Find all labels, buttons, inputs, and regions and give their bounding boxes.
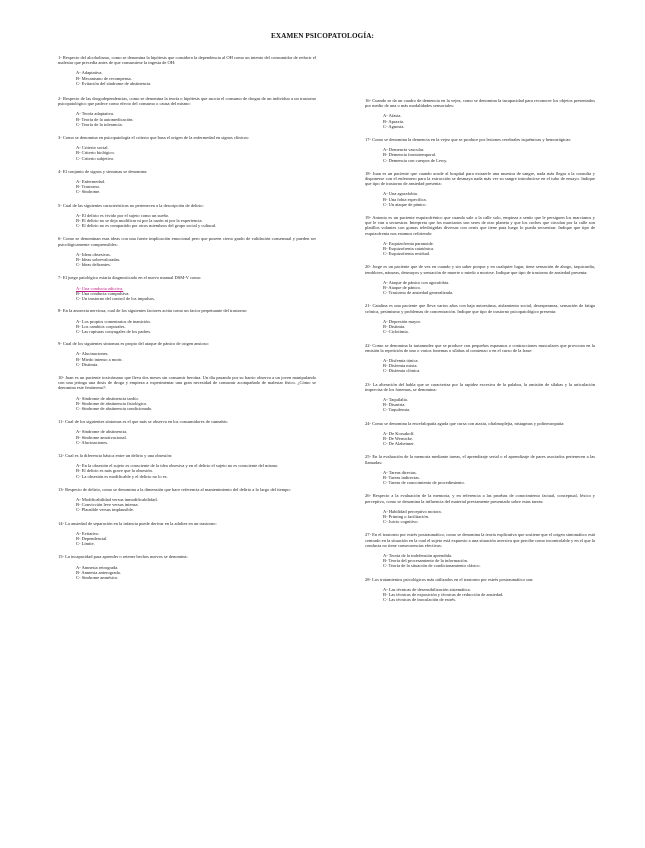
answer-option: C- Síndrome de abstinencia condicionado. xyxy=(76,405,153,411)
answer-option: B- Priming o facilitación. xyxy=(383,513,429,519)
answer-options xyxy=(58,351,316,367)
answer-option: B- De Wernicke. xyxy=(383,435,414,441)
question-q15 xyxy=(58,554,316,580)
answer-options xyxy=(58,145,316,161)
answer-options xyxy=(58,179,316,195)
answer-option: A- En la obsesión el sujeto es consciente de la idea obsesiva y en el delirio el sujeto no es consciente del mismo. xyxy=(76,463,279,469)
question-q27 xyxy=(365,532,595,568)
answer-option: B- Dependencial. xyxy=(76,535,108,541)
answer-option: B- Demencia frontotemporal. xyxy=(383,152,437,158)
answer-option: A- Alucinaciones. xyxy=(76,351,109,357)
answer-option: A- De Korsakoff. xyxy=(383,430,415,436)
question-text: 24- Como se denomina la encefalopatía aguda que cursa con ataxia, oftalmoplejia, nistagmus y polineuropatía: xyxy=(365,420,565,426)
answer-option: A- Teoría de la indefensión aprendida. xyxy=(383,552,453,558)
answer-option: C- El delirio no es compartido por otros miembros del grupo social y cultural. xyxy=(76,223,217,229)
answer-options xyxy=(58,252,316,268)
question-text: 22- Como se denomina la tartamudez que se produce con pequeños espasmos o contracciones musculares que provocan en la emisión la repetición de uno o varios fonemas o sílabas al comienzo o en el curso de la frase: xyxy=(365,342,595,353)
question-text: 14- La ansiedad de separación en la infancia puede derivar en la adultez en un trastorno: xyxy=(58,520,217,526)
exam-title: EXAMEN PSICOPATOLOGÍA: xyxy=(270,32,375,40)
question-q22 xyxy=(365,343,595,374)
answer-option: A- Enfermedad. xyxy=(76,179,105,185)
answer-option: C- Ideas delirantes. xyxy=(76,262,111,268)
question-text: 23- La alteración del habla que se caracteriza por la rapidez excesiva de la palabra, la omisión de sílabas y la articulación imprecisa de los fonemas, se denomina: xyxy=(365,381,595,392)
question-text: 8- En la anorexia nerviosa, cual de los siguientes factores actúa como un factor perpetuante del trastorno: xyxy=(58,308,248,314)
question-q4 xyxy=(58,169,316,195)
answer-option: B- Amnesia anterograda. xyxy=(76,569,121,575)
answer-option: C- Evitación del síndrome de abstinencia. xyxy=(76,80,152,86)
question-text: 28- Los tratamientos psicológicos más utilizados en el trastorno por estrés postraumático son: xyxy=(365,576,534,582)
answer-option: C- Un ataque de pánico. xyxy=(383,201,427,207)
answer-option: A- Tareas directas. xyxy=(383,469,417,475)
answer-option: A- Síndrome de abstinencia. xyxy=(76,429,128,435)
question-q20 xyxy=(365,264,595,295)
question-q21 xyxy=(365,303,595,334)
answer-options xyxy=(58,111,316,127)
question-q18 xyxy=(365,171,595,207)
answer-option: C- Las rupturas conyugales de los padres. xyxy=(76,328,152,334)
question-text: 7- El juego patológico estaría diagnosticado en el nuevo manual DSM-V como: xyxy=(58,275,202,281)
question-q23 xyxy=(365,382,595,413)
answer-option: A- Los propios comentarios de inanición. xyxy=(76,318,151,324)
question-text: 26- Respecto a la evaluación de la memoria, y en referencia a las pruebas de conocimiento factual, conceptual, léxico y perceptivo, como se denomina la influencia del material previamente presentado sobre estas tareas: xyxy=(365,493,595,504)
question-q10 xyxy=(58,375,316,411)
answer-option: C- Trastorno de ansiedad generalizada. xyxy=(383,290,454,296)
answer-option: A- Una agorafobia. xyxy=(383,191,418,197)
question-text: 17- Como se denomina la demencia en la vejez que se produce por lesiones cerebrales isquémicas y hemorrágicas: xyxy=(365,137,572,143)
answer-option: B- Disfemia mixta. xyxy=(383,363,418,369)
answer-options xyxy=(58,497,316,513)
answer-option: A- Esquizofrenia paranoide. xyxy=(383,240,434,246)
question-text: 10- Juan es un paciente toxicómano que lleva dos meses sin consumir heroína. Un día pasando por su barrio observa a un joven manipulando con una jeringa una dosis de droga y empieza a experimentar una gran necesidad de consumir acompañado de malestar físico. ¿Cómo se denomina este fenómeno?: xyxy=(58,374,316,391)
answer-option: A- Demencia vascular. xyxy=(383,147,425,153)
answer-option: A- Una conducta adictiva. xyxy=(76,285,124,291)
answer-option: B- Teoría del procesamiento de la información. xyxy=(383,558,468,564)
answer-option: B- Apraxia. xyxy=(383,118,404,124)
answer-option: B- El delirio no se deja modificar ni por la razón ni por la experiencia. xyxy=(76,218,203,224)
answer-options xyxy=(58,396,316,412)
answer-option: A- Ataque de pánico con agorafobia. xyxy=(383,279,450,285)
question-text: 20- Jorge es un paciente que de vez en cuando y sin saber porque y en cualquier lugar, tiene sensación de ahogo, taquicardia, temblores, náuseas, desmayos y sensación de muerte o miedo a morirse. Indique que tipo de trastorno de ansiedad presenta: xyxy=(365,264,595,275)
question-q9 xyxy=(58,341,316,367)
answer-option: C- La obsesión es modificable y el delirio no lo es. xyxy=(76,473,168,479)
question-q28 xyxy=(365,577,595,603)
question-q3 xyxy=(58,135,316,161)
answer-option: B- Una conducta compulsiva. xyxy=(76,290,130,296)
answer-option: B- Los cambios corporales. xyxy=(76,323,126,329)
question-text: 16- Cuando se da un cuadro de demencia en la vejez, como se denomina la incapacidad para reconocer los objetos presentados por medio de una o más modalidades sensoriales: xyxy=(365,98,595,109)
answer-option: A- Depresión mayor. xyxy=(383,318,421,324)
answer-options xyxy=(365,113,595,129)
answer-option: C- Tareas de conocimiento de procedimiento. xyxy=(383,480,465,486)
answer-option: A- Habilidad perceptivo motora. xyxy=(383,508,442,514)
question-q24 xyxy=(365,421,595,447)
answer-option: C- Límite. xyxy=(76,541,95,547)
answer-option: A- Teoría adaptativa. xyxy=(76,111,114,117)
answer-options xyxy=(58,463,316,479)
answer-option: C- Disfemia clónica. xyxy=(383,368,421,374)
question-text: 27- En el trastorno por estrés postraumático, como se denomina la teoría explicativa que sostiene que el origen sintomático está centrado en la situación en la cual el sujeto está expuesto a una situación aversiva que percibe como incontrolable y en el que la conducta no tiene consecuencias efectivas: xyxy=(365,532,595,548)
answer-options xyxy=(58,531,316,547)
question-text: 5- Cual de las siguientes características no pertenecen a la descripción de delirio: xyxy=(58,202,204,208)
question-q11 xyxy=(58,419,316,445)
answer-options xyxy=(365,241,595,257)
question-q25 xyxy=(365,454,595,485)
answer-option: C- Un trastorno del control de los impulsos. xyxy=(76,296,155,302)
answer-option: C- Distimia. xyxy=(76,361,99,367)
answer-option: A- Síndrome de abstinencia tardío. xyxy=(76,395,139,401)
answer-options xyxy=(365,358,595,374)
answer-option: B- Teoría de la automedicación. xyxy=(76,116,134,122)
question-text: 13- Respecto de delirio, como se denomina a la dimensión que hace referencia al mantenimiento del delirio a lo largo del tiempo: xyxy=(58,486,291,492)
answer-option: A- Disfemia tónica. xyxy=(383,357,419,363)
answer-options xyxy=(58,213,316,229)
answer-option: C- Teoría de la situación de condicionamiento clásico. xyxy=(383,563,481,569)
question-text: 25- En la evaluación de la memoria mediante tareas, el aprendizaje serial o el aprendizaje de pares asociados pertenecen a las llamadas: xyxy=(365,454,595,465)
answer-option: A- Ideas obsesivas. xyxy=(76,251,111,257)
answer-options xyxy=(365,191,595,207)
answer-options xyxy=(365,553,595,569)
question-text: 21- Catalina es una paciente que lleva varios años con baja autoestima, aislamiento social, desesperanza, sensación de fatiga crónica, pesimismo y problemas de concentración. Indique que tipo de trastorno psicopatológico presenta: xyxy=(365,303,595,314)
answer-option: B- Criterio biológico. xyxy=(76,150,115,156)
answer-option: B- Síndrome amotivacional. xyxy=(76,434,127,440)
answer-option: B- El delirio es más grave que la obsesión. xyxy=(76,468,153,474)
answer-option: A- Modificabilidad versus inmodificabilidad. xyxy=(76,496,158,502)
answer-option: C- De Alzheimer. xyxy=(383,441,415,447)
question-q5 xyxy=(58,203,316,229)
question-q1 xyxy=(58,55,316,86)
left-column xyxy=(58,55,316,580)
answer-option: B- Distimia. xyxy=(383,324,406,330)
question-q17 xyxy=(365,137,595,163)
answer-option: A- El delirio es vivido por el sujeto como un sueño. xyxy=(76,212,170,218)
answer-option: C- Criterio subjetivo. xyxy=(76,155,115,161)
question-text: 4- El conjunto de signos y síntomas se denomina: xyxy=(58,168,148,174)
question-q19 xyxy=(365,215,595,256)
question-text: 19- Antonio es un paciente esquizofrénico que cuando sale a la calle solo, empieza a sentir que le persiguen los marcianos y que le van a secuestrar. Interpreta que los marcianos son seres de otro planeta y que los coches que circulan por la calle son platillos volantes con gomas teledirigidas diversas con ovnis que tiene para luego lo pueda secuestrar. Indique que tipo de esquizofrenia nos estamos refiriendo: xyxy=(365,215,595,236)
answer-option: C- Plausible versus implausible. xyxy=(76,507,134,513)
question-q14 xyxy=(58,521,316,547)
answer-options xyxy=(365,587,595,603)
question-text: 12- Cual es la diferencia básica entre un delirio y una obsesión: xyxy=(58,452,173,458)
question-text: 3- Como se denomina en psicopatología el criterio que basa el origen de la enfermedad en signos clínicos: xyxy=(58,135,250,141)
answer-options xyxy=(58,565,316,581)
question-q2 xyxy=(58,96,316,127)
answer-option: B- Esquizofrenia catatónica. xyxy=(383,246,435,252)
question-text: 1- Respecto del alcoholismo, como se denomina la hipótesis que considera la dependencia al OH como un intento del consumidor de reducir el malestar que precedía antes de que consumiese la ingesta de OH: xyxy=(58,55,316,66)
question-q12 xyxy=(58,453,316,479)
answer-option: B- Miedo intenso a morir. xyxy=(76,356,123,362)
answer-option: A- Taquilalia. xyxy=(383,396,408,402)
answer-option: C- Esquizofrenia residual. xyxy=(383,251,431,257)
question-q26 xyxy=(365,493,595,524)
answer-option: A- Evitativo. xyxy=(76,530,100,536)
question-q6 xyxy=(58,236,316,267)
question-q13 xyxy=(58,487,316,513)
answer-option: B- Una fobia específica. xyxy=(383,196,427,202)
answer-options xyxy=(58,429,316,445)
answer-option: B- Trastorno. xyxy=(76,184,101,190)
answer-option: A- Amnesia retrograda. xyxy=(76,564,119,570)
answer-options xyxy=(365,397,595,413)
answer-options xyxy=(58,286,316,302)
answer-option: C- Teoría de la tolerancia. xyxy=(76,121,123,127)
answer-options xyxy=(365,431,595,447)
answer-option: A- Criterio social. xyxy=(76,145,109,151)
question-text: 18- Juan es un paciente que cuando acude al hospital para extraerle una muestra de sangre, nada más llegar a la consulta y disponerse con el enfermero para la extracción se desmaya nada más ver su sangre introducirse en el tubo de ensayo. Indique que tipo de trastorno de ansiedad presenta: xyxy=(365,170,595,187)
answer-option: B- Convicción leve versus intensa. xyxy=(76,502,139,508)
answer-option: B- Disartria. xyxy=(383,402,406,408)
answer-option: A- Afasia. xyxy=(383,113,402,119)
answer-options xyxy=(365,319,595,335)
question-text: 2- Respecto de las drogodependencias, como se denomina la teoría o hipótesis que asocia el consumo de drogas de un individuo a un trastorno psicopatológico que padece como efecto del consumo o causa del mismo: xyxy=(58,96,316,107)
answer-option: C- Juicio cognitivo. xyxy=(383,519,419,525)
right-column xyxy=(365,98,595,602)
answer-options xyxy=(365,147,595,163)
answer-options xyxy=(365,280,595,296)
answer-option: B- Las técnicas de exposición y técnicas de reducción de ansiedad. xyxy=(383,592,504,597)
answer-option: C- Demencia con cuerpos de Lewy. xyxy=(383,157,448,163)
answer-options xyxy=(58,70,316,86)
answer-options xyxy=(365,470,595,486)
answer-option: C- Alucinaciones. xyxy=(76,439,109,445)
question-q7 xyxy=(58,275,316,301)
answer-option: C- Taquifemia. xyxy=(383,407,411,413)
answer-option: B- Ideas sobrevaloradas. xyxy=(76,257,121,263)
answer-option: A- Adaptativa. xyxy=(76,70,103,76)
question-q16 xyxy=(365,98,595,129)
answer-option: B- Ataque de pánico. xyxy=(383,285,421,291)
answer-option: C- Síndrome amnésico. xyxy=(76,575,119,580)
answer-option: B- Mecanismo de recompensa. xyxy=(76,75,132,81)
answer-option: C- Las técnicas de inoculación de estrés. xyxy=(383,597,457,603)
question-text: 11- Cual de los siguientes síntomas es el que más se observa en los consumidores de cannabis: xyxy=(58,419,229,425)
answer-options xyxy=(365,509,595,525)
answer-option: B- Tareas indirectas. xyxy=(383,474,420,480)
answer-option: A- Las técnicas de desensibilización sistemática. xyxy=(383,586,471,592)
question-text: 9- Cual de los siguientes síntomas es propio del ataque de pánico de origen ansioso: xyxy=(58,341,209,347)
answer-option: C- Ciclotimia. xyxy=(383,329,409,335)
answer-option: C- Síndrome. xyxy=(76,189,101,195)
question-text: 6- Como se denominan esas ideas con una fuerte implicación emocional pero que poseen cierto grado de validación consensual y pueden ser psicológicamente comprensibles: xyxy=(58,236,316,247)
question-text: 15- La incapacidad para aprender o retener hechos nuevos se denomina: xyxy=(58,554,188,560)
answer-option: B- Síndrome de abstinencia fisiológico. xyxy=(76,400,148,406)
answer-options xyxy=(58,319,316,335)
answer-option: C- Agnosia. xyxy=(383,123,405,129)
question-q8 xyxy=(58,308,316,334)
